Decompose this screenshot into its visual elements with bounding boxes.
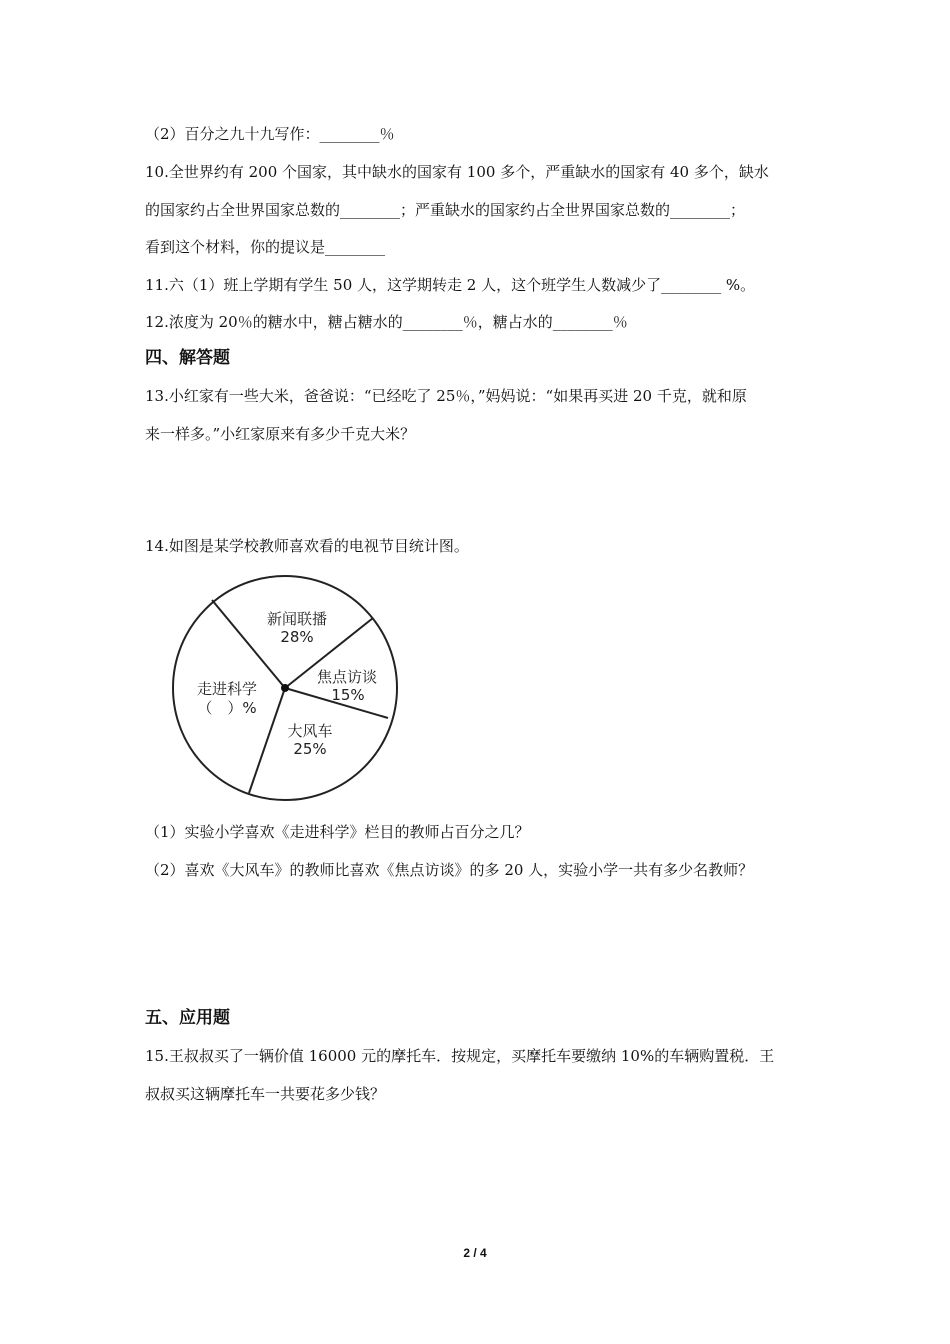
- question-14-sub-2: （2）喜欢《大风车》的教师比喜欢《焦点访谈》的多 20 人，实验小学一共有多少名教师？: [145, 861, 754, 879]
- page-number: 2 / 4: [463, 1246, 487, 1260]
- slice-value-dafengche: 25%: [293, 740, 327, 758]
- question-13-line: 13.小红家有一些大米，爸爸说：“已经吃了 25％，”妈妈说：“如果再买进 20 千克，就和原: [145, 387, 747, 405]
- pie-center-dot: [281, 684, 289, 692]
- slice-label-jiaodian: 焦点访谈: [316, 668, 378, 686]
- slice-value-xinwen: 28%: [280, 628, 314, 646]
- section-heading-5: 五、应用题: [145, 1008, 230, 1028]
- pie-chart: [165, 570, 405, 810]
- question-15-line: 叔叔买这辆摩托车一共要花多少钱？: [145, 1085, 386, 1103]
- text-line: 11.六（1）班上学期有学生 50 人，这学期转走 2 人，这个班学生人数减少了________ %。: [145, 276, 756, 294]
- slice-label-zoujin: 走进科学: [196, 680, 258, 698]
- question-15-line: 15.王叔叔买了一辆价值 16000 元的摩托车．按规定，买摩托车要缴纳 10%的车辆购置税．王: [145, 1047, 775, 1065]
- section-heading-4: 四、解答题: [145, 348, 230, 368]
- text-line: （2）百分之九十九写作：________％: [145, 125, 395, 143]
- slice-value-zoujin: （ ）%: [197, 699, 257, 717]
- question-14: 14.如图是某学校教师喜欢看的电视节目统计图。: [145, 537, 469, 555]
- text-line: 的国家约占全世界国家总数的________；严重缺水的国家约占全世界国家总数的________；: [145, 201, 746, 219]
- slice-label-dafengche: 大风车: [287, 722, 333, 740]
- question-13-line: 来一样多。”小红家原来有多少千克大米？: [145, 425, 416, 443]
- text-line: 看到这个材料，你的提议是________: [145, 238, 386, 256]
- text-line: 12.浓度为 20％的糖水中，糖占糖水的________％，糖占水的________％: [145, 313, 628, 331]
- text-line: 10.全世界约有 200 个国家，其中缺水的国家有 100 多个，严重缺水的国家有 40 多个，缺水: [145, 163, 769, 181]
- slice-label-xinwen: 新闻联播: [266, 610, 328, 628]
- question-14-sub-1: （1）实验小学喜欢《走进科学》栏目的教师占百分之几？: [145, 823, 530, 841]
- slice-value-jiaodian: 15%: [331, 686, 365, 704]
